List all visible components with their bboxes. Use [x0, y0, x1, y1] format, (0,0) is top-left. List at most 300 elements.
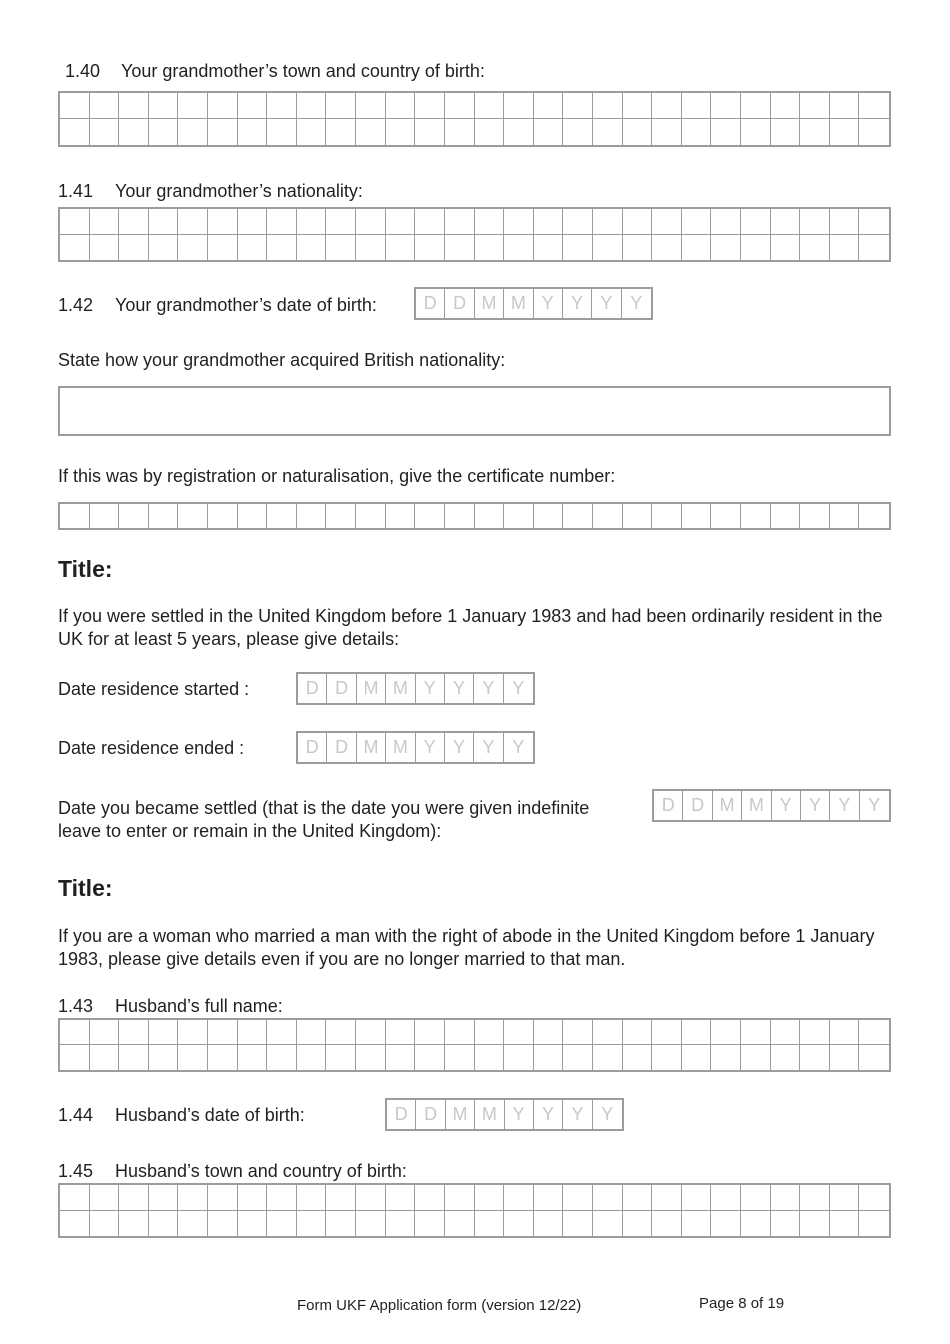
- residence-started-date-input[interactable]: [296, 672, 535, 705]
- char-cell[interactable]: [90, 93, 120, 119]
- char-cell[interactable]: [534, 235, 564, 261]
- char-cell[interactable]: [534, 209, 564, 235]
- char-cell[interactable]: [415, 1211, 445, 1237]
- char-cell[interactable]: [208, 1185, 238, 1211]
- char-cell[interactable]: [119, 93, 149, 119]
- char-cell[interactable]: [119, 209, 149, 235]
- char-cell[interactable]: [771, 504, 801, 528]
- char-cell[interactable]: [178, 93, 208, 119]
- char-cell[interactable]: [771, 209, 801, 235]
- char-cell[interactable]: [593, 1020, 623, 1045]
- char-cell[interactable]: [711, 1211, 741, 1237]
- char-cell[interactable]: [297, 1020, 327, 1045]
- char-cell[interactable]: [771, 1211, 801, 1237]
- date-digit-cell[interactable]: M: [504, 289, 533, 318]
- date-digit-cell[interactable]: Y: [563, 1100, 592, 1129]
- char-cell[interactable]: [830, 235, 860, 261]
- char-cell[interactable]: [830, 1185, 860, 1211]
- char-cell[interactable]: [711, 1020, 741, 1045]
- char-cell[interactable]: [652, 504, 682, 528]
- char-cell[interactable]: [741, 119, 771, 145]
- char-cell[interactable]: [208, 119, 238, 145]
- char-cell[interactable]: [859, 209, 889, 235]
- char-cell[interactable]: [297, 93, 327, 119]
- char-cell[interactable]: [178, 1185, 208, 1211]
- char-cell[interactable]: [386, 1211, 416, 1237]
- char-cell[interactable]: [326, 209, 356, 235]
- char-cell[interactable]: [652, 209, 682, 235]
- char-cell[interactable]: [623, 1045, 653, 1070]
- date-digit-cell[interactable]: Y: [512, 678, 525, 698]
- char-cell[interactable]: [623, 119, 653, 145]
- char-cell[interactable]: [771, 235, 801, 261]
- char-cell[interactable]: [356, 93, 386, 119]
- date-digit-cell[interactable]: D: [445, 289, 474, 318]
- char-cell[interactable]: [90, 1185, 120, 1211]
- certificate-number-grid[interactable]: [58, 502, 891, 530]
- char-cell[interactable]: [741, 1185, 771, 1211]
- char-cell[interactable]: [238, 235, 268, 261]
- char-cell[interactable]: [593, 1185, 623, 1211]
- date-digit-cell[interactable]: Y: [534, 289, 563, 318]
- char-cell[interactable]: [563, 235, 593, 261]
- char-cell[interactable]: [90, 119, 120, 145]
- char-cell[interactable]: [238, 1045, 268, 1070]
- char-cell[interactable]: [563, 1185, 593, 1211]
- char-cell[interactable]: [741, 1045, 771, 1070]
- char-cell[interactable]: [356, 119, 386, 145]
- char-cell[interactable]: [623, 1185, 653, 1211]
- char-cell[interactable]: [356, 1211, 386, 1237]
- char-cell[interactable]: [90, 1211, 120, 1237]
- char-cell[interactable]: [711, 1185, 741, 1211]
- char-cell[interactable]: [356, 235, 386, 261]
- date-digit-cell[interactable]: D: [416, 289, 445, 318]
- date-digit-cell[interactable]: M: [446, 1100, 475, 1129]
- char-cell[interactable]: [711, 93, 741, 119]
- char-cell[interactable]: [326, 119, 356, 145]
- char-cell[interactable]: [149, 1045, 179, 1070]
- char-cell[interactable]: [326, 504, 356, 528]
- char-cell[interactable]: [623, 93, 653, 119]
- char-cell[interactable]: [267, 504, 297, 528]
- char-cell[interactable]: [267, 1211, 297, 1237]
- char-cell[interactable]: [711, 209, 741, 235]
- date-digit-cell[interactable]: D: [298, 733, 327, 762]
- char-cell[interactable]: [60, 504, 90, 528]
- char-cell[interactable]: [682, 504, 712, 528]
- char-cell[interactable]: [297, 1211, 327, 1237]
- char-cell[interactable]: [386, 1185, 416, 1211]
- char-cell[interactable]: [149, 504, 179, 528]
- char-cell[interactable]: [800, 93, 830, 119]
- date-digit-cell[interactable]: D: [327, 733, 356, 762]
- char-cell[interactable]: [563, 119, 593, 145]
- char-cell[interactable]: [119, 1045, 149, 1070]
- char-cell[interactable]: [297, 1045, 327, 1070]
- char-cell[interactable]: [859, 93, 889, 119]
- date-digit-cell[interactable]: D: [654, 791, 683, 820]
- char-cell[interactable]: [593, 1045, 623, 1070]
- char-cell[interactable]: [297, 504, 327, 528]
- char-cell[interactable]: [830, 1020, 860, 1045]
- char-cell[interactable]: [563, 1045, 593, 1070]
- char-cell[interactable]: [504, 1045, 534, 1070]
- char-cell[interactable]: [178, 1045, 208, 1070]
- char-cell[interactable]: [800, 1211, 830, 1237]
- char-cell[interactable]: [623, 235, 653, 261]
- char-cell[interactable]: [178, 1020, 208, 1045]
- char-cell[interactable]: [238, 209, 268, 235]
- char-cell[interactable]: [652, 235, 682, 261]
- char-cell[interactable]: [208, 1045, 238, 1070]
- char-cell[interactable]: [830, 504, 860, 528]
- date-digit-cell[interactable]: Y: [512, 737, 525, 757]
- husband-date-of-birth-input[interactable]: [385, 1098, 624, 1131]
- char-cell[interactable]: [504, 119, 534, 145]
- char-cell[interactable]: [356, 1045, 386, 1070]
- char-cell[interactable]: [504, 504, 534, 528]
- char-cell[interactable]: [267, 119, 297, 145]
- date-digit-cell[interactable]: Y: [445, 674, 474, 703]
- char-cell[interactable]: [859, 119, 889, 145]
- char-cell[interactable]: [208, 1211, 238, 1237]
- char-cell[interactable]: [711, 1045, 741, 1070]
- char-cell[interactable]: [149, 1211, 179, 1237]
- char-cell[interactable]: [445, 235, 475, 261]
- char-cell[interactable]: [208, 209, 238, 235]
- char-cell[interactable]: [267, 93, 297, 119]
- char-cell[interactable]: [475, 93, 505, 119]
- date-digit-cell[interactable]: Y: [601, 1104, 614, 1124]
- char-cell[interactable]: [178, 235, 208, 261]
- char-cell[interactable]: [859, 504, 889, 528]
- char-cell[interactable]: [90, 1020, 120, 1045]
- char-cell[interactable]: [534, 1211, 564, 1237]
- char-cell[interactable]: [119, 1020, 149, 1045]
- char-cell[interactable]: [682, 93, 712, 119]
- char-cell[interactable]: [326, 1045, 356, 1070]
- char-cell[interactable]: [682, 1185, 712, 1211]
- char-cell[interactable]: [475, 1185, 505, 1211]
- char-cell[interactable]: [238, 504, 268, 528]
- char-cell[interactable]: [356, 504, 386, 528]
- date-digit-cell[interactable]: Y: [592, 289, 621, 318]
- char-cell[interactable]: [60, 209, 90, 235]
- char-cell[interactable]: [267, 1185, 297, 1211]
- char-cell[interactable]: [563, 209, 593, 235]
- char-cell[interactable]: [741, 93, 771, 119]
- char-cell[interactable]: [593, 119, 623, 145]
- char-cell[interactable]: [60, 235, 90, 261]
- char-cell[interactable]: [326, 1211, 356, 1237]
- char-cell[interactable]: [297, 119, 327, 145]
- char-cell[interactable]: [149, 119, 179, 145]
- char-cell[interactable]: [415, 209, 445, 235]
- char-cell[interactable]: [149, 93, 179, 119]
- char-cell[interactable]: [415, 504, 445, 528]
- char-cell[interactable]: [504, 235, 534, 261]
- char-cell[interactable]: [741, 1211, 771, 1237]
- date-digit-cell[interactable]: M: [742, 791, 771, 820]
- char-cell[interactable]: [563, 1020, 593, 1045]
- husband-full-name-grid[interactable]: [58, 1018, 891, 1072]
- char-cell[interactable]: [415, 235, 445, 261]
- date-digit-cell[interactable]: M: [713, 791, 742, 820]
- char-cell[interactable]: [208, 93, 238, 119]
- date-digit-cell[interactable]: Y: [772, 791, 801, 820]
- date-digit-cell[interactable]: M: [357, 674, 386, 703]
- char-cell[interactable]: [445, 119, 475, 145]
- char-cell[interactable]: [682, 235, 712, 261]
- char-cell[interactable]: [534, 1020, 564, 1045]
- char-cell[interactable]: [859, 1020, 889, 1045]
- char-cell[interactable]: [119, 1185, 149, 1211]
- date-digit-cell[interactable]: Y: [445, 733, 474, 762]
- char-cell[interactable]: [60, 1211, 90, 1237]
- char-cell[interactable]: [741, 1020, 771, 1045]
- date-digit-cell[interactable]: Y: [474, 674, 503, 703]
- char-cell[interactable]: [504, 1211, 534, 1237]
- char-cell[interactable]: [475, 1045, 505, 1070]
- char-cell[interactable]: [267, 1020, 297, 1045]
- char-cell[interactable]: [652, 1045, 682, 1070]
- char-cell[interactable]: [238, 1020, 268, 1045]
- q142-date-input[interactable]: [414, 287, 653, 320]
- char-cell[interactable]: [830, 209, 860, 235]
- char-cell[interactable]: [60, 93, 90, 119]
- date-digit-cell[interactable]: Y: [563, 289, 592, 318]
- char-cell[interactable]: [445, 1211, 475, 1237]
- char-cell[interactable]: [652, 93, 682, 119]
- date-digit-cell[interactable]: M: [475, 1100, 504, 1129]
- char-cell[interactable]: [415, 1045, 445, 1070]
- char-cell[interactable]: [60, 1020, 90, 1045]
- date-digit-cell[interactable]: Y: [416, 733, 445, 762]
- char-cell[interactable]: [682, 1020, 712, 1045]
- char-cell[interactable]: [149, 235, 179, 261]
- char-cell[interactable]: [563, 504, 593, 528]
- char-cell[interactable]: [475, 119, 505, 145]
- date-digit-cell[interactable]: Y: [868, 795, 881, 815]
- date-digit-cell[interactable]: Y: [830, 791, 859, 820]
- date-digit-cell[interactable]: D: [416, 1100, 445, 1129]
- char-cell[interactable]: [326, 1185, 356, 1211]
- char-cell[interactable]: [475, 1020, 505, 1045]
- char-cell[interactable]: [60, 1045, 90, 1070]
- char-cell[interactable]: [711, 235, 741, 261]
- char-cell[interactable]: [800, 1020, 830, 1045]
- char-cell[interactable]: [90, 1045, 120, 1070]
- char-cell[interactable]: [415, 1185, 445, 1211]
- char-cell[interactable]: [178, 1211, 208, 1237]
- char-cell[interactable]: [623, 1211, 653, 1237]
- char-cell[interactable]: [859, 235, 889, 261]
- char-cell[interactable]: [534, 1185, 564, 1211]
- char-cell[interactable]: [504, 1020, 534, 1045]
- char-cell[interactable]: [534, 119, 564, 145]
- char-cell[interactable]: [682, 1045, 712, 1070]
- date-digit-cell[interactable]: D: [327, 674, 356, 703]
- char-cell[interactable]: [563, 1211, 593, 1237]
- char-cell[interactable]: [830, 119, 860, 145]
- char-cell[interactable]: [771, 1020, 801, 1045]
- char-cell[interactable]: [90, 504, 120, 528]
- char-cell[interactable]: [800, 1185, 830, 1211]
- acquired-textbox[interactable]: [58, 386, 891, 436]
- char-cell[interactable]: [771, 119, 801, 145]
- char-cell[interactable]: [238, 1185, 268, 1211]
- char-cell[interactable]: [267, 1045, 297, 1070]
- date-digit-cell[interactable]: Y: [534, 1100, 563, 1129]
- char-cell[interactable]: [445, 1185, 475, 1211]
- char-cell[interactable]: [178, 504, 208, 528]
- char-cell[interactable]: [60, 1185, 90, 1211]
- char-cell[interactable]: [297, 1185, 327, 1211]
- char-cell[interactable]: [178, 209, 208, 235]
- char-cell[interactable]: [386, 209, 416, 235]
- char-cell[interactable]: [119, 504, 149, 528]
- char-cell[interactable]: [445, 1020, 475, 1045]
- char-cell[interactable]: [593, 235, 623, 261]
- date-digit-cell[interactable]: Y: [416, 674, 445, 703]
- char-cell[interactable]: [682, 119, 712, 145]
- char-cell[interactable]: [297, 235, 327, 261]
- char-cell[interactable]: [119, 119, 149, 145]
- char-cell[interactable]: [711, 504, 741, 528]
- husband-town-country-grid[interactable]: [58, 1183, 891, 1238]
- char-cell[interactable]: [386, 235, 416, 261]
- char-cell[interactable]: [445, 504, 475, 528]
- char-cell[interactable]: [623, 209, 653, 235]
- char-cell[interactable]: [800, 209, 830, 235]
- char-cell[interactable]: [475, 209, 505, 235]
- char-cell[interactable]: [208, 235, 238, 261]
- char-cell[interactable]: [859, 1211, 889, 1237]
- char-cell[interactable]: [119, 1211, 149, 1237]
- char-cell[interactable]: [682, 209, 712, 235]
- char-cell[interactable]: [178, 119, 208, 145]
- char-cell[interactable]: [356, 1020, 386, 1045]
- char-cell[interactable]: [771, 1185, 801, 1211]
- char-cell[interactable]: [208, 1020, 238, 1045]
- char-cell[interactable]: [534, 504, 564, 528]
- char-cell[interactable]: [238, 119, 268, 145]
- date-digit-cell[interactable]: Y: [801, 791, 830, 820]
- char-cell[interactable]: [297, 209, 327, 235]
- date-digit-cell[interactable]: Y: [474, 733, 503, 762]
- char-cell[interactable]: [593, 1211, 623, 1237]
- char-cell[interactable]: [534, 93, 564, 119]
- char-cell[interactable]: [149, 1185, 179, 1211]
- char-cell[interactable]: [238, 93, 268, 119]
- char-cell[interactable]: [741, 235, 771, 261]
- char-cell[interactable]: [682, 1211, 712, 1237]
- char-cell[interactable]: [623, 1020, 653, 1045]
- char-cell[interactable]: [475, 504, 505, 528]
- residence-ended-date-input[interactable]: [296, 731, 535, 764]
- char-cell[interactable]: [593, 93, 623, 119]
- char-cell[interactable]: [830, 93, 860, 119]
- date-digit-cell[interactable]: Y: [505, 1100, 534, 1129]
- char-cell[interactable]: [149, 209, 179, 235]
- char-cell[interactable]: [504, 1185, 534, 1211]
- char-cell[interactable]: [445, 209, 475, 235]
- char-cell[interactable]: [563, 93, 593, 119]
- char-cell[interactable]: [267, 209, 297, 235]
- char-cell[interactable]: [415, 1020, 445, 1045]
- char-cell[interactable]: [90, 235, 120, 261]
- char-cell[interactable]: [60, 119, 90, 145]
- q140-town-country-grid[interactable]: [58, 91, 891, 147]
- char-cell[interactable]: [386, 119, 416, 145]
- char-cell[interactable]: [238, 1211, 268, 1237]
- char-cell[interactable]: [859, 1185, 889, 1211]
- char-cell[interactable]: [800, 1045, 830, 1070]
- char-cell[interactable]: [326, 93, 356, 119]
- date-digit-cell[interactable]: D: [387, 1100, 416, 1129]
- char-cell[interactable]: [771, 93, 801, 119]
- char-cell[interactable]: [356, 1185, 386, 1211]
- char-cell[interactable]: [356, 209, 386, 235]
- date-digit-cell[interactable]: Y: [630, 293, 643, 313]
- char-cell[interactable]: [859, 1045, 889, 1070]
- char-cell[interactable]: [504, 93, 534, 119]
- date-digit-cell[interactable]: M: [357, 733, 386, 762]
- char-cell[interactable]: [90, 209, 120, 235]
- date-digit-cell[interactable]: D: [298, 674, 327, 703]
- char-cell[interactable]: [386, 93, 416, 119]
- char-cell[interactable]: [593, 504, 623, 528]
- q141-nationality-grid[interactable]: [58, 207, 891, 262]
- char-cell[interactable]: [741, 504, 771, 528]
- char-cell[interactable]: [445, 1045, 475, 1070]
- char-cell[interactable]: [119, 235, 149, 261]
- char-cell[interactable]: [623, 504, 653, 528]
- char-cell[interactable]: [652, 1211, 682, 1237]
- char-cell[interactable]: [445, 93, 475, 119]
- char-cell[interactable]: [800, 504, 830, 528]
- char-cell[interactable]: [208, 504, 238, 528]
- char-cell[interactable]: [534, 1045, 564, 1070]
- char-cell[interactable]: [504, 209, 534, 235]
- date-digit-cell[interactable]: M: [386, 674, 415, 703]
- char-cell[interactable]: [386, 1045, 416, 1070]
- char-cell[interactable]: [830, 1211, 860, 1237]
- char-cell[interactable]: [830, 1045, 860, 1070]
- char-cell[interactable]: [771, 1045, 801, 1070]
- char-cell[interactable]: [741, 209, 771, 235]
- char-cell[interactable]: [326, 235, 356, 261]
- char-cell[interactable]: [800, 235, 830, 261]
- char-cell[interactable]: [475, 1211, 505, 1237]
- date-digit-cell[interactable]: D: [683, 791, 712, 820]
- char-cell[interactable]: [652, 1020, 682, 1045]
- char-cell[interactable]: [593, 209, 623, 235]
- became-settled-date-input[interactable]: [652, 789, 891, 822]
- char-cell[interactable]: [711, 119, 741, 145]
- char-cell[interactable]: [326, 1020, 356, 1045]
- char-cell[interactable]: [652, 1185, 682, 1211]
- char-cell[interactable]: [415, 119, 445, 145]
- char-cell[interactable]: [386, 1020, 416, 1045]
- char-cell[interactable]: [149, 1020, 179, 1045]
- char-cell[interactable]: [267, 235, 297, 261]
- char-cell[interactable]: [800, 119, 830, 145]
- date-digit-cell[interactable]: M: [475, 289, 504, 318]
- char-cell[interactable]: [386, 504, 416, 528]
- char-cell[interactable]: [652, 119, 682, 145]
